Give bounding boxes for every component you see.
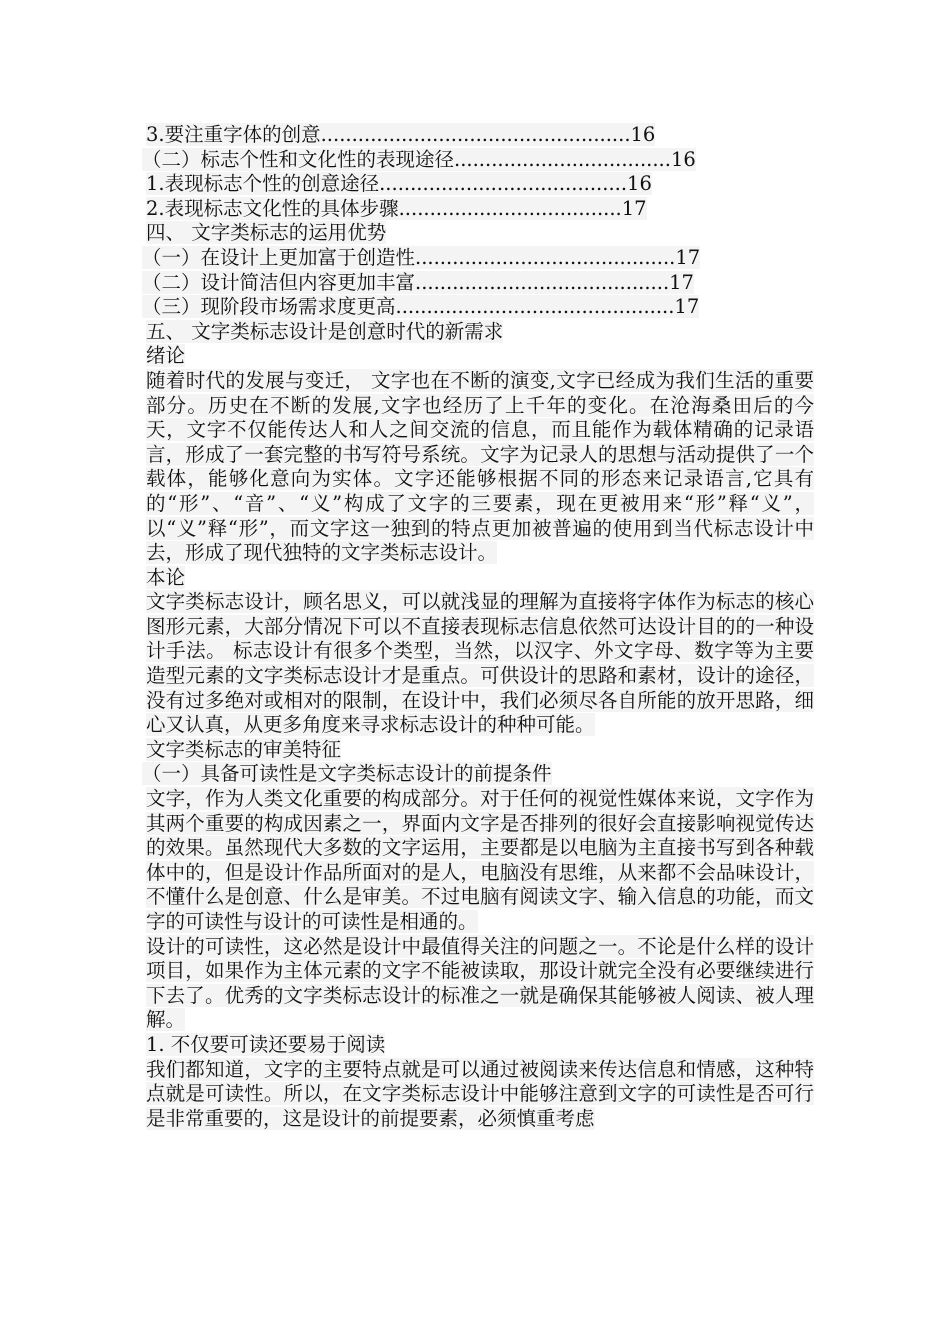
paragraph-readability-1: 文字，作为人类文化重要的构成部分。对于任何的视觉性媒体来说，文字作为其两个重要的构成因素之一，界面内文字是否排列的很好会直接影响视觉传达的效果。虽然现代大多数的文字运用，主要都是以电脑为主直接书写到各种载体中的，但是设计作品所面对的是人，电脑没有思维，从来都不会品味设计，不懂什么是创意、什么是审美。不过电脑有阅读文字、输入信息的功能，而文字的可读性与设计的可读性是相通的。 — [146, 787, 814, 933]
toc-entry: （三）现阶段市场需求度更高.............................................17 — [142, 295, 700, 319]
toc-entry: （二）设计简洁但内容更加丰富.........................................17 — [142, 270, 694, 294]
subsection-heading-readability: （一）具备可读性是文字类标志设计的前提条件 — [142, 762, 552, 786]
toc-entry: （二）标志个性和文化性的表现途径...................................16 — [142, 147, 696, 171]
paragraph-main: 文字类标志设计，顾名思义，可以就浅显的理解为直接将字体作为标志的核心图形元素，大部分情况下可以不直接表现标志信息依然可达设计目的的一种设计手法。 标志设计有很多个类型，当然，以汉字、外文字母、数字等为主要造型元素的文字类标志设计才是重点。可供设计的思路和素材，设计的途径，没有过多绝对或相对的限制，在设计中，我们必须尽各自所能的放开思路，细心又认真，从更多角度来寻求标志设计的种种可能。 — [146, 590, 814, 737]
toc-entry: 四、 文字类标志的运用优势 — [146, 221, 387, 245]
toc-entry: 五、 文字类标志设计是创意时代的新需求 — [146, 319, 504, 343]
paragraph-intro: 随着时代的发展与变迁， 文字也在不断的演变,文字已经成为我们生活的重要部分。历史在不断的发展,文字也经历了上千年的变化。在沧海桑田后的今天，文字不仅能传达人和人之间交流的信息，而且能作为载体精确的记录语言，形成了一套完整的书写符号系统。文字为记录人的思想与活动提供了一个载体，能够化意向为实体。文字还能够根据不同的形态来记录语言,它具有的“形”、“音”、“义”构成了文字的三要素，现在更被用来“形”释“义”，以“义”释“形”，而文字这一独到的特点更加被普遍的使用到当代标志设计中去，形成了现代独特的文字类标志设计。 — [146, 368, 814, 565]
toc-entry: 2.表现标志文化性的具体步骤....................................17 — [146, 196, 647, 220]
document-page — [142, 123, 814, 1131]
section-heading-main: 本论 — [146, 565, 186, 589]
toc-entry: 1.表现标志个性的创意途径........................................16 — [146, 172, 652, 196]
toc-entry: （一）在设计上更加富于创造性..........................................17 — [142, 245, 701, 269]
table-of-contents — [142, 123, 814, 344]
paragraph-easy-reading: 我们都知道，文字的主要特点就是可以通过被阅读来传达信息和情感，这种特点就是可读性。所以，在文字类标志设计中能够注意到文字的可读性是否可行是非常重要的，这是设计的前提要素，必须慎重考虑 — [146, 1057, 814, 1130]
subsection-heading-easy-reading: 1. 不仅要可读还要易于阅读 — [146, 1032, 386, 1056]
paragraph-readability-2: 设计的可读性，这必然是设计中最值得关注的问题之一。不论是什么样的设计项目，如果作为主体元素的文字不能被读取，那设计就完全没有必要继续进行下去了。优秀的文字类标志设计的标准之一就是确保其能够被人阅读、被人理解。 — [146, 934, 814, 1032]
section-heading-aesthetic: 文字类标志的审美特征 — [146, 737, 342, 761]
toc-entry: 3.要注重字体的创意..................................................16 — [146, 123, 656, 146]
section-heading-intro: 绪论 — [146, 344, 186, 368]
